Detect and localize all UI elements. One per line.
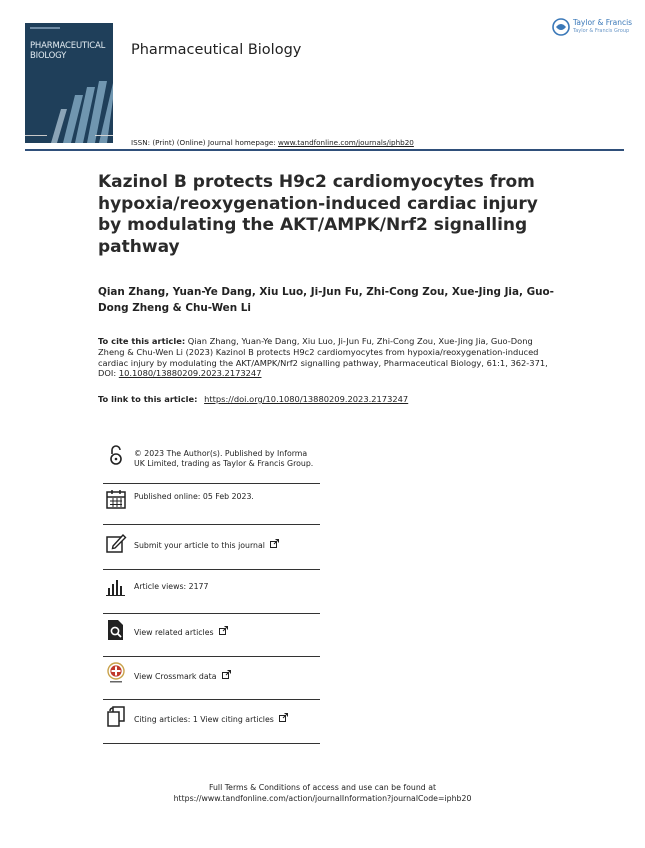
views-count: Article views: 2177 xyxy=(134,582,209,591)
cover-graphic xyxy=(25,23,113,143)
external-link-icon xyxy=(219,626,228,635)
article-doi-url[interactable]: https://doi.org/10.1080/13880209.2023.2173247 xyxy=(204,394,409,404)
publisher-brand: Taylor & Francis xyxy=(573,18,633,27)
submit-label: Submit your article to this journal xyxy=(134,541,265,550)
open-access-lock-icon xyxy=(105,444,127,466)
footer-terms: Full Terms & Conditions of access and use can be found at xyxy=(208,783,437,792)
header-rule xyxy=(25,149,624,151)
cite-label: To cite this article: xyxy=(98,336,186,346)
license-text: © 2023 The Author(s). Published by Informa UK Limited, trading as Taylor & Francis Group. xyxy=(134,449,314,468)
doi-link[interactable]: 10.1080/13880209.2023.2173247 xyxy=(118,368,262,379)
footer xyxy=(0,782,645,804)
citing-articles-icon xyxy=(105,705,127,727)
decorative-line xyxy=(95,135,113,136)
article-link-line xyxy=(98,394,408,404)
cover-title-line2: BIOLOGY xyxy=(30,51,67,61)
decorative-line xyxy=(25,135,47,136)
cover-title-line1: PHARMACEUTICAL xyxy=(30,41,106,51)
link-label: To link to this article: xyxy=(98,394,198,404)
external-link-icon xyxy=(279,713,288,722)
article-title: Kazinol B protects H9c2 cardiomyocytes from hypoxia/reoxygenation-induced cardiac injury by modulating the AKT/AMPK/Nrf2 signalling pathway xyxy=(98,172,538,257)
issn-line xyxy=(131,138,414,147)
citing-label: Citing articles: 1 View citing articles xyxy=(134,715,274,724)
external-link-icon xyxy=(270,539,279,548)
related-link[interactable] xyxy=(134,626,228,638)
row-divider xyxy=(103,569,320,570)
cite-text: Qian Zhang, Yuan-Ye Dang, Xiu Luo, Ji-Jun Fu, Zhi-Cong Zou, Xue-Jing Jia, Guo-Dong Zheng & Chu-Wen Li (2023) Kazinol B protects H9c2 cardiomyocytes from hypoxia/reoxygenation-induced cardiac injury by modulating the AKT/AMPK/Nrf2 signalling pathway, Pharmaceutical Biology, 61:1, 362-371, DOI: xyxy=(98,336,548,379)
citation-block xyxy=(98,336,558,379)
edit-icon xyxy=(105,532,127,554)
bar-chart-icon xyxy=(105,576,127,598)
row-divider xyxy=(103,699,320,700)
taylor-francis-logo-icon xyxy=(551,17,571,37)
publisher-subbrand: Taylor & Francis Group xyxy=(573,28,630,34)
issn-text: ISSN: (Print) (Online) Journal homepage: xyxy=(131,138,276,147)
related-label: View related articles xyxy=(134,628,214,637)
row-divider xyxy=(103,743,320,744)
crossmark-label: View Crossmark data xyxy=(134,672,217,681)
submit-link[interactable] xyxy=(134,539,279,551)
external-link-icon xyxy=(222,670,231,679)
row-divider xyxy=(103,524,320,525)
citing-link[interactable] xyxy=(134,713,288,725)
calendar-icon xyxy=(105,488,127,510)
footer-url[interactable]: https://www.tandfonline.com/action/journalInformation?journalCode=iphb20 xyxy=(173,794,472,803)
row-divider xyxy=(103,483,320,484)
related-articles-icon xyxy=(105,619,127,641)
published-date: Published online: 05 Feb 2023. xyxy=(134,492,254,501)
journal-title[interactable]: Pharmaceutical Biology xyxy=(131,42,302,58)
row-divider xyxy=(103,613,320,614)
crossmark-icon xyxy=(105,662,127,684)
crossmark-link[interactable] xyxy=(134,670,231,682)
journal-homepage-link[interactable]: www.tandfonline.com/journals/iphb20 xyxy=(278,138,414,147)
row-divider xyxy=(103,656,320,657)
article-authors: Qian Zhang, Yuan-Ye Dang, Xiu Luo, Ji-Jun Fu, Zhi-Cong Zou, Xue-Jing Jia, Guo-Dong Zheng & Chu-Wen Li xyxy=(98,286,554,314)
journal-cover xyxy=(25,23,113,143)
